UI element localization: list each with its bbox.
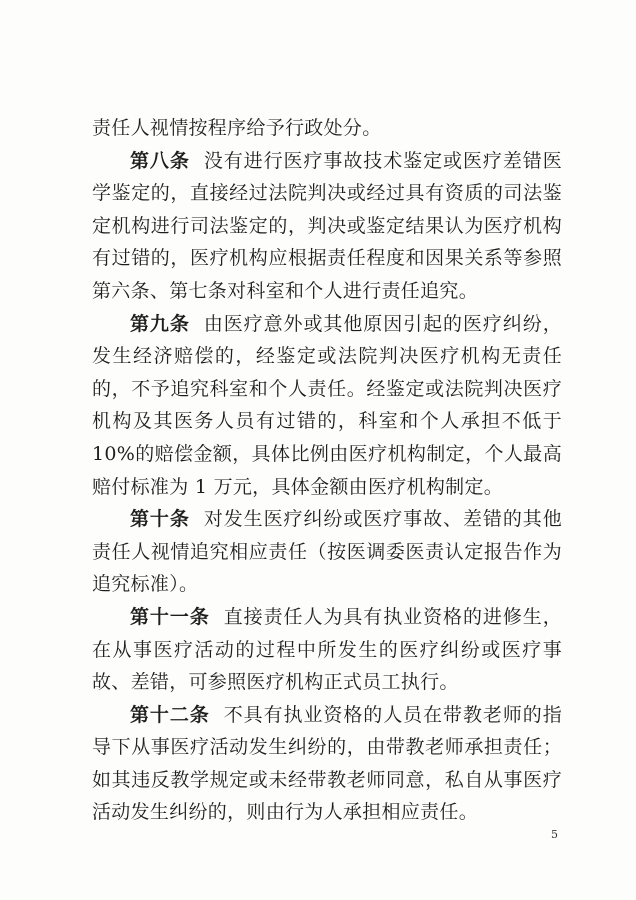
article-heading: 第十条 <box>130 508 190 531</box>
article-text: 没有进行医疗事故技术鉴定或医疗差错医学鉴定的，直接经过法院判决或经过具有资质的司法鉴定机构进行司法鉴定的，判决或鉴定结果认为医疗机构有过错的，医疗机构应根据责任程度和因果关系等参照第六条、第七条对科室和个人进行责任追究。 <box>92 149 562 302</box>
article-8 <box>92 145 562 308</box>
article-12 <box>92 699 562 829</box>
article-heading: 第十一条 <box>130 605 210 628</box>
paragraph-text: 责任人视情按程序给予行政处分。 <box>92 117 382 139</box>
article-10 <box>92 503 562 601</box>
article-11 <box>92 601 562 699</box>
document-body <box>92 112 562 829</box>
article-heading: 第十二条 <box>130 703 210 726</box>
article-heading: 第九条 <box>130 312 190 335</box>
paragraph-continuation <box>92 112 562 145</box>
article-text: 不具有执业资格的人员在带教老师的指导下从事医疗活动发生纠纷的，由带教老师承担责任；如其违反教学规定或未经带教老师同意，私自从事医疗活动发生纠纷的，则由行为人承担相应责任。 <box>92 703 563 824</box>
article-text: 对发生医疗纠纷或医疗事故、差错的其他责任人视情追究相应责任（按医调委医责认定报告作为追究标准）。 <box>92 508 562 596</box>
page-number: 5 <box>551 828 558 841</box>
article-heading: 第八条 <box>130 149 190 172</box>
article-9 <box>92 308 562 504</box>
article-text: 直接责任人为具有执业资格的进修生，在从事医疗活动的过程中所发生的医疗纠纷或医疗事故、差错，可参照医疗机构正式员工执行。 <box>92 605 563 694</box>
article-text: 由医疗意外或其他原因引起的医疗纠纷，发生经济赔偿的，经鉴定或法院判决医疗机构无责任的，不予追究科室和个人责任。经鉴定或法院判决医疗机构及其医务人员有过错的，科室和个人承担不低于 10%的赔偿金额，具体比例由医疗机构制定，个人最高赔付标准为 1 万元，具体金额由医疗机构制定。 <box>92 312 562 498</box>
